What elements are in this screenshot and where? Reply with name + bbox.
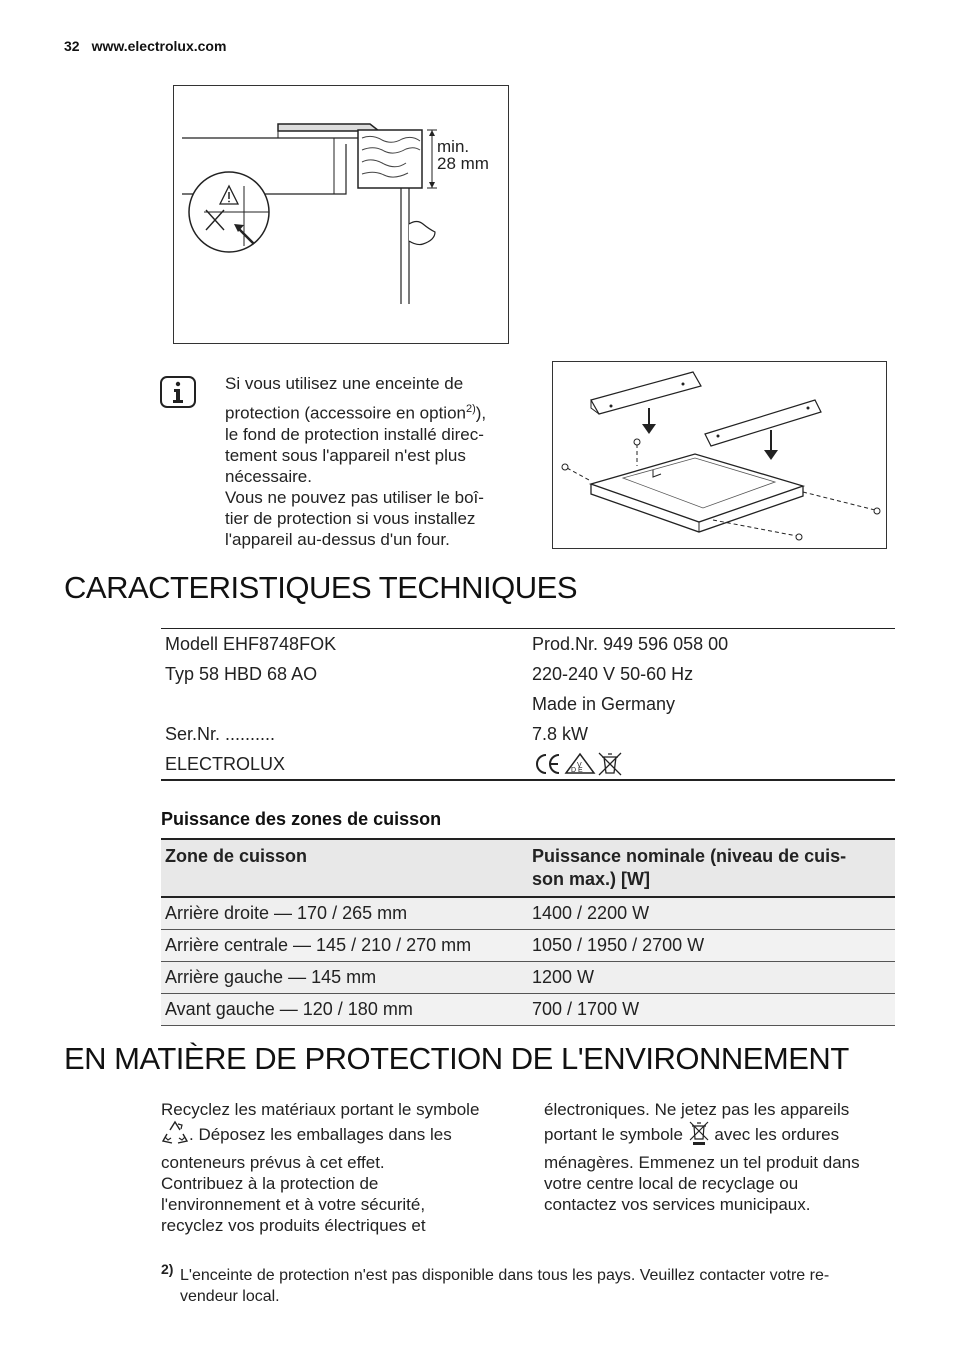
footnote-ref: 2) <box>465 403 476 415</box>
column-header: Puissance nominale (niveau de cuis- son max.) [W] <box>528 839 895 897</box>
table-row <box>161 629 895 660</box>
note-line: le fond de protection installé direc- <box>225 424 484 444</box>
table-row <box>161 897 895 930</box>
env-line: Contribuez à la protection de <box>161 1174 379 1193</box>
table-header-row <box>161 839 895 897</box>
env-line: portant le symbole avec les ordures <box>544 1120 904 1150</box>
env-line: électroniques. Ne jetez pas les appareils <box>544 1100 850 1119</box>
svg-text:D E: D E <box>571 767 583 774</box>
table-cell: 700 / 1700 W <box>528 994 895 1026</box>
table-cell: 1200 W <box>528 962 895 994</box>
env-line: ménagères. Emmenez un tel produit dans <box>544 1153 860 1172</box>
cross-section-drawing <box>174 86 508 343</box>
table-row <box>161 994 895 1026</box>
svg-text:V: V <box>577 762 582 769</box>
certification-marks <box>528 749 895 780</box>
table-cell: Arrière gauche — 145 mm <box>161 962 528 994</box>
page-header <box>64 38 226 54</box>
page-number: 32 <box>64 38 80 54</box>
table-row <box>161 689 895 719</box>
table-cell: Ser.Nr. .......... <box>165 723 276 744</box>
note-line: l'appareil au-dessus d'un four. <box>225 529 450 549</box>
environment-text-col2 <box>544 1099 904 1215</box>
table-cell: ELECTROLUX <box>165 753 286 774</box>
table-cell: Avant gauche — 120 / 180 mm <box>161 994 528 1026</box>
installation-figure <box>173 85 509 344</box>
table-cell: Typ 58 HBD 68 AO <box>165 663 318 684</box>
table-cell: 1400 / 2200 W <box>528 897 895 930</box>
table-cell: 1050 / 1950 / 2700 W <box>528 930 895 962</box>
section-title-environment: EN MATIÈRE DE PROTECTION DE L'ENVIRONNEMENT <box>64 1041 849 1076</box>
env-line: l'environnement et à votre sécurité, <box>161 1195 426 1214</box>
dimension-label-value: 28 mm <box>437 154 489 173</box>
weee-bin-icon <box>599 753 621 775</box>
protection-note <box>225 373 515 550</box>
info-icon <box>160 376 196 408</box>
note-line: Si vous utilisez une enceinte de <box>225 374 464 393</box>
env-line: recyclez vos produits électriques et <box>161 1216 426 1235</box>
table-cell: Arrière centrale — 145 / 210 / 270 mm <box>161 930 528 962</box>
env-line: Recyclez les matériaux portant le symbole <box>161 1100 480 1119</box>
note-line: tier de protection si vous installez <box>225 508 476 528</box>
weee-bin-icon <box>688 1120 710 1151</box>
table-cell: 7.8 kW <box>532 723 589 744</box>
table-cell: Prod.Nr. 949 596 058 00 <box>532 633 729 654</box>
table-row <box>161 930 895 962</box>
note-line: Vous ne pouvez pas utiliser le boî- <box>225 487 484 507</box>
table-row <box>161 749 895 780</box>
note-line: protection (accessoire en option$^{2)}$), <box>225 403 487 423</box>
environment-text-col1 <box>161 1099 521 1236</box>
table-cell: 220-240 V 50-60 Hz <box>532 663 694 684</box>
env-line: . Déposez les emballages dans les <box>161 1120 521 1150</box>
env-line: votre centre local de recyclage ou <box>544 1174 799 1193</box>
env-line: conteneurs prévus à cet effet. <box>161 1153 385 1172</box>
vde-mark-icon <box>566 754 594 774</box>
protection-box-drawing <box>553 362 886 548</box>
table-row <box>161 962 895 994</box>
note-line: nécessaire. <box>225 466 312 486</box>
column-header: Zone de cuisson <box>161 839 528 897</box>
env-line: contactez vos services municipaux. <box>544 1195 811 1214</box>
protection-box-figure <box>552 361 887 549</box>
cooking-zones-table <box>161 838 895 1026</box>
recycle-icon <box>161 1120 189 1151</box>
table-row <box>161 719 895 749</box>
table-row <box>161 659 895 689</box>
table-cell: Arrière droite — 170 / 265 mm <box>161 897 528 930</box>
note-line: tement sous l'appareil n'est plus <box>225 445 466 465</box>
zones-subtitle: Puissance des zones de cuisson <box>161 809 442 829</box>
site-url[interactable]: www.electrolux.com <box>91 38 227 54</box>
table-cell <box>161 689 528 719</box>
footnote-mark: 2) <box>161 1261 174 1277</box>
footnote-text: L'enceinte de protection n'est pas disponible dans tous les pays. Veuillez contacter votre re- vendeur local. <box>180 1267 830 1305</box>
dimension-label-min: min. <box>437 137 470 156</box>
section-title-specs: CARACTERISTIQUES TECHNIQUES <box>64 570 578 605</box>
spec-table <box>161 628 895 781</box>
ce-mark-icon <box>537 755 559 773</box>
table-cell: Made in Germany <box>532 693 676 714</box>
table-cell: Modell EHF8748FOK <box>165 633 337 654</box>
